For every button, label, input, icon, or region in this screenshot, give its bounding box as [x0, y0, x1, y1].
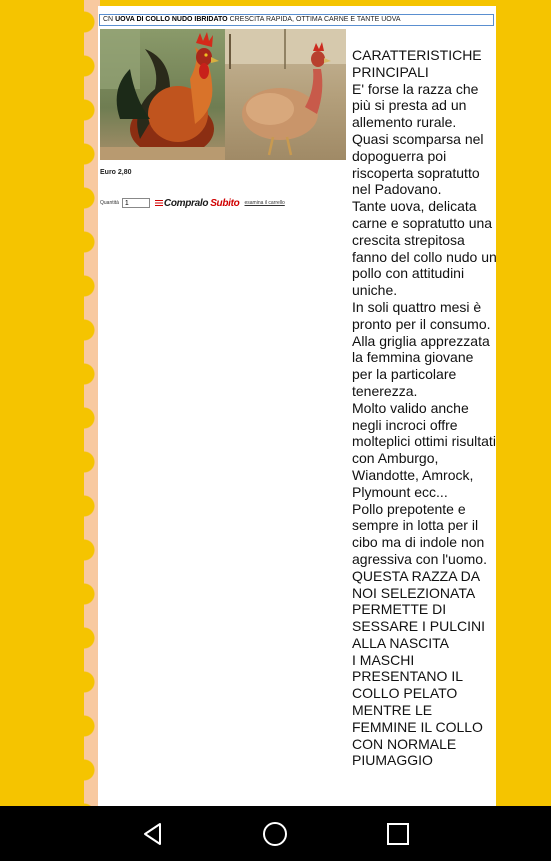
rooster-photo	[100, 29, 225, 160]
home-icon[interactable]	[261, 820, 289, 848]
product-tagline: CRESCITA RAPIDA, OTTIMA CARNE E TANTE UOVA	[229, 16, 401, 23]
description-paragraph: Molto valido anche negli incroci offre molteplici ottimi risultati con Amburgo, Wiandotte, Amrock, Plymount ecc...	[352, 399, 496, 500]
android-navigation-bar	[0, 806, 551, 861]
product-title-bar	[99, 14, 494, 26]
quantity-label: Quantità	[100, 200, 119, 206]
back-icon[interactable]	[139, 820, 167, 848]
description-paragraph: I MASCHI PRESENTANO IL COLLO PELATO MENTRE LE FEMMINE IL COLLO CON NORMALE PIUMAGGIO	[352, 651, 483, 769]
description-paragraph: QUESTA RAZZA DA NOI SELEZIONATA PERMETTE DI SESSARE I PULCINI ALLA NASCITA	[352, 567, 486, 651]
description-paragraph: Tante uova, delicata carne e sopratutto una crescita strepitosa fanno del collo nudo un pollo con attitudini uniche.	[352, 198, 497, 299]
product-price: Euro 2,80	[100, 169, 132, 176]
description-paragraph: Pollo prepotente e sempre in lotta per il cibo ma di indole non agressiva con l'uomo.	[352, 500, 487, 567]
product-name: UOVA DI COLLO NUDO IBRIDATO	[115, 16, 228, 23]
speed-lines-icon	[155, 200, 163, 207]
product-description	[352, 47, 497, 769]
buy-now-word2: Subito	[210, 197, 240, 209]
description-paragraph: E' forse la razza che più si presta ad un allemento rurale.	[352, 80, 479, 131]
quantity-input[interactable]	[122, 198, 150, 208]
order-form	[100, 197, 285, 209]
view-cart-link[interactable]: esamina il carrello	[244, 200, 285, 206]
product-code: CN	[103, 16, 114, 23]
description-paragraph: In soli quattro mesi è pronto per il consumo. Alla griglia apprezzata la femmina giovane per la particolare tenerezza.	[352, 298, 491, 399]
description-paragraph: Quasi scomparsa nel dopoguerra poi riscoperta sopratutto nel Padovano.	[352, 130, 484, 198]
description-heading: CARATTERISTICHE PRINCIPALI	[352, 47, 482, 80]
buy-now-word1: Compralo	[163, 197, 209, 209]
buy-now-button[interactable]	[155, 197, 240, 209]
hen-photo	[225, 29, 346, 160]
recents-icon[interactable]	[384, 820, 412, 848]
